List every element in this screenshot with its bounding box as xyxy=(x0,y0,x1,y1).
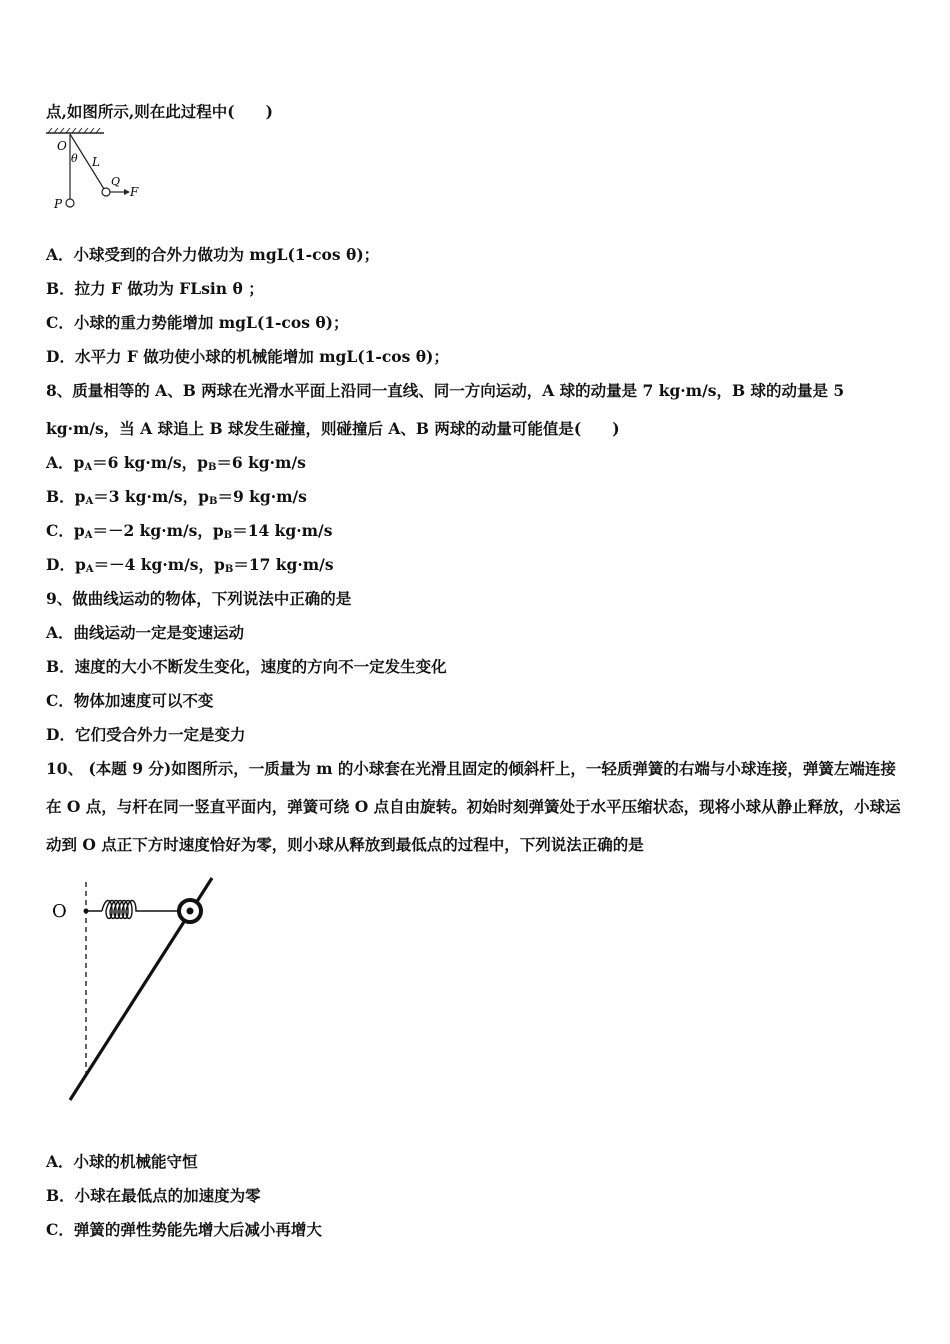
ball-q xyxy=(102,188,110,196)
q8-stem-line2: kg·m/s，当 A 球追上 B 球发生碰撞，则碰撞后 A、B 两球的动量可能值是( ) xyxy=(46,419,620,438)
q9-option-a: A．曲线运动一定是变速运动 xyxy=(46,623,245,642)
question-stem-tail: 点,如图所示,则在此过程中( ) xyxy=(46,102,273,121)
q8-stem-line1: 8、质量相等的 A、B 两球在光滑水平面上沿同一直线、同一方向运动，A 球的动量是 7 kg·m/s，B 球的动量是 5 xyxy=(46,381,845,400)
label-theta: θ xyxy=(71,152,78,165)
q9-option-c: C．物体加速度可以不变 xyxy=(46,691,214,710)
label-f: F xyxy=(130,185,139,199)
q8-option-a: A．$p_A=6$ kg·m/s，$p_B=6$ kg·m/s xyxy=(46,453,306,473)
ball-p xyxy=(66,199,74,207)
label-o: O xyxy=(57,139,67,153)
q7-option-b: B．拉力 F 做功为 FLsin θ ； xyxy=(46,279,264,298)
spring xyxy=(102,901,178,919)
label-p: P xyxy=(54,197,63,211)
q8-option-c: C．$p_A=-2$ kg·m/s，$p_B=14$ kg·m/s xyxy=(46,521,333,541)
q9-option-b: B．速度的大小不断发生变化，速度的方向不一定发生变化 xyxy=(46,657,447,676)
q7-option-d: D．水平力 F 做功使小球的机械能增加 mgL(1-cos θ)； xyxy=(46,347,449,366)
q10-option-a: A．小球的机械能守恒 xyxy=(46,1152,198,1171)
label-o2: O xyxy=(52,901,67,922)
spring-rod-figure xyxy=(50,876,220,1106)
q10-stem: 10、 (本题 9 分)如图所示，一质量为 m 的小球套在光滑且固定的倾斜杆上，一轻质弹簧的右端与小球连接，弹簧左端连接在 O 点，与杆在同一竖直平面内，弹簧可绕 O 点自由旋转。初始时刻弹簧处于水平压缩状态，现将小球从静止释放，小球运动到 O 点正下方时速度恰好为零，则小球从释放到最低点的过程中，下列说法正确的是 xyxy=(46,759,901,854)
q9-stem: 9、做曲线运动的物体，下列说法中正确的是 xyxy=(46,589,352,608)
q10-option-b: B．小球在最低点的加速度为零 xyxy=(46,1186,261,1205)
q8-option-b: B．$p_A=3$ kg·m/s，$p_B=9$ kg·m/s xyxy=(46,487,307,507)
pendulum-figure xyxy=(44,128,144,216)
q7-option-a: A．小球受到的合外力做功为 mgL(1-cos θ)； xyxy=(46,245,380,264)
q8-option-d: D．$p_A=-4$ kg·m/s，$p_B=17$ kg·m/s xyxy=(46,555,334,575)
label-l: L xyxy=(92,155,100,169)
q10-option-c: C．弹簧的弹性势能先增大后减小再增大 xyxy=(46,1220,322,1239)
q7-option-c: C．小球的重力势能增加 mgL(1-cos θ)； xyxy=(46,313,349,332)
label-q: Q xyxy=(111,175,121,188)
q9-option-d: D．它们受合外力一定是变力 xyxy=(46,725,246,744)
